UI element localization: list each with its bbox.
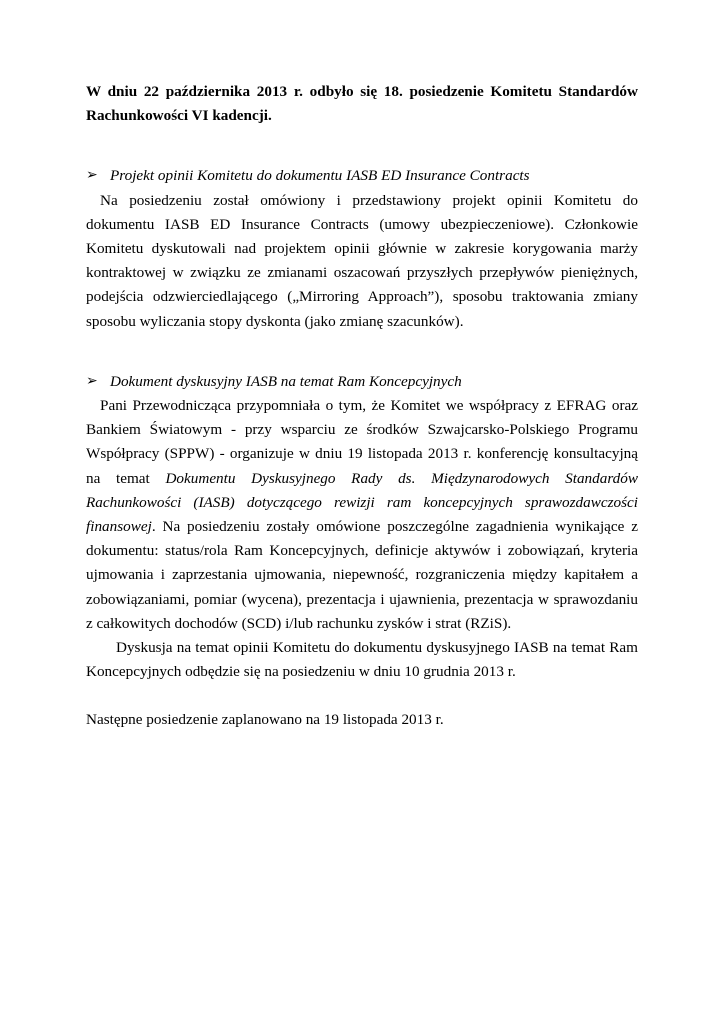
- document-page: [86, 80, 638, 733]
- section-conceptual-framework: [86, 370, 638, 685]
- section-paragraph-discussion: Dyskusja na temat opinii Komitetu do dokumentu dyskusyjnego IASB na temat Ram Koncepcyjnych odbędzie się na posiedzeniu w dniu 10 grudnia 2013 r.: [86, 639, 638, 681]
- section-paragraph: [86, 394, 638, 636]
- section-title: [86, 164, 638, 188]
- section-paragraph: Na posiedzeniu został omówiony i przedstawiony projekt opinii Komitetu do dokumentu IASB ED Insurance Contracts (umowy ubezpieczeniowe). Członkowie Komitetu dyskutowali nad projektem opinii głównie w zakresie korygowania marży kontraktowej w związku ze zmianami oszacowań przyszłych przepływów pieniężnych, podejścia odzwierciedlającego („Mirroring Approach”), sposobu traktowania zmiany sposobu wyliczania stopy dyskonta (jako zmianę szacunków).: [86, 191, 638, 330]
- section-title-text: Dokument dyskusyjny IASB na temat Ram Koncepcyjnych: [110, 372, 462, 390]
- arrow-bullet-icon: ➢: [86, 373, 98, 389]
- paragraph-text-start: Pani Przewodnicząca przypomniała o tym, że Komitet we współpracy z EFRAG oraz Bankiem Światowym - przy wsparciu ze środków Szwajcarsko-Polskiego Programu Współpracy (SPPW) - organizuje w dniu 19 listopada 2013 r. konferencję konsultacyjną na temat: [86, 397, 638, 487]
- paragraph-text-end: . Na posiedzeniu zostały omówione poszczególne zagadnienia wynikające z dokumentu: status/rola Ram Koncepcyjnych, definicje aktywów i zobowiązań, kryteria ujmowania i zaprzestania ujmowania, niepewność, rozgraniczenia między kapitałem a zobowiązaniami, pomiar (wycena), prezentacja i ujawnienia, prezentacja w sprawozdaniu z całkowitych dochodów (SCD) i/lub rachunku zysków i strat (RZiS).: [86, 518, 638, 632]
- next-meeting-note: Następne posiedzenie zaplanowano na 19 listopada 2013 r.: [86, 711, 444, 729]
- meeting-heading: W dniu 22 października 2013 r. odbyło się 18. posiedzenie Komitetu Standardów Rachunkowości VI kadencji.: [86, 83, 638, 125]
- section-title-text: Projekt opinii Komitetu do dokumentu IASB ED Insurance Contracts: [110, 167, 530, 185]
- section-title: [86, 370, 638, 394]
- section-insurance-contracts: [86, 164, 638, 333]
- paragraph-document-title: Dokumentu Dyskusyjnego Rady ds. Międzynarodowych Standardów Rachunkowości (IASB) dotyczącego rewizji ram koncepcyjnych sprawozdawczości finansowej: [86, 469, 638, 536]
- arrow-bullet-icon: ➢: [86, 168, 98, 184]
